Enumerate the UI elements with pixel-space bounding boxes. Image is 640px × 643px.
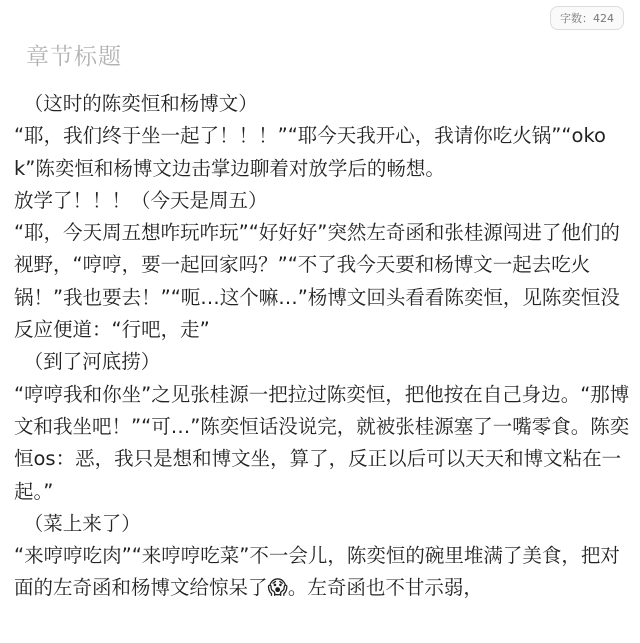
paragraph: “耶，我们终于坐一起了！！！”“耶今天我开心，我请你吃火锅”“okok”陈奕恒和杨博文边击掌边聊着对放学后的畅想。 — [14, 124, 606, 180]
word-count-badge — [550, 6, 624, 30]
paragraph: “哼哼我和你坐”之见张桂源一把拉过陈奕恒，把他按在自己身边。“那博文和我坐吧！”“可…”陈奕恒话没说完，就被张桂源塞了一嘴零食。陈奕恒os：恶，我只是想和博文坐，算了，反正以后可以天天和博文粘在一起。” — [14, 382, 630, 503]
paragraph: （这时的陈奕恒和杨博文） — [14, 92, 258, 115]
paragraph: 放学了！！！（今天是周五） — [14, 188, 268, 212]
paragraph: “来哼哼吃肉”“来哼哼吃菜”不一会儿，陈奕恒的碗里堆满了美食，把对面的左奇函和杨博文给惊呆了😱。左奇函也不甘示弱， — [14, 544, 620, 600]
paragraph: （到了河底捞） — [14, 350, 161, 374]
paragraph: “耶，今天周五想咋玩咋玩”“好好好”突然左奇函和张桂源闯进了他们的视野，“哼哼，要一起回家吗？”“不了我今天要和杨博文一起去吃火锅！”我也要去！”“呃…这个嘛…”杨博文回头看看陈奕恒，见陈奕恒没反应便道：“行吧，走” — [14, 221, 620, 342]
word-count-label: 字数： — [560, 12, 593, 25]
chapter-title[interactable]: 章节标题 — [26, 44, 122, 70]
chapter-body[interactable] — [14, 88, 632, 605]
word-count-value: 424 — [593, 12, 614, 25]
paragraph: （菜上来了） — [14, 511, 141, 535]
